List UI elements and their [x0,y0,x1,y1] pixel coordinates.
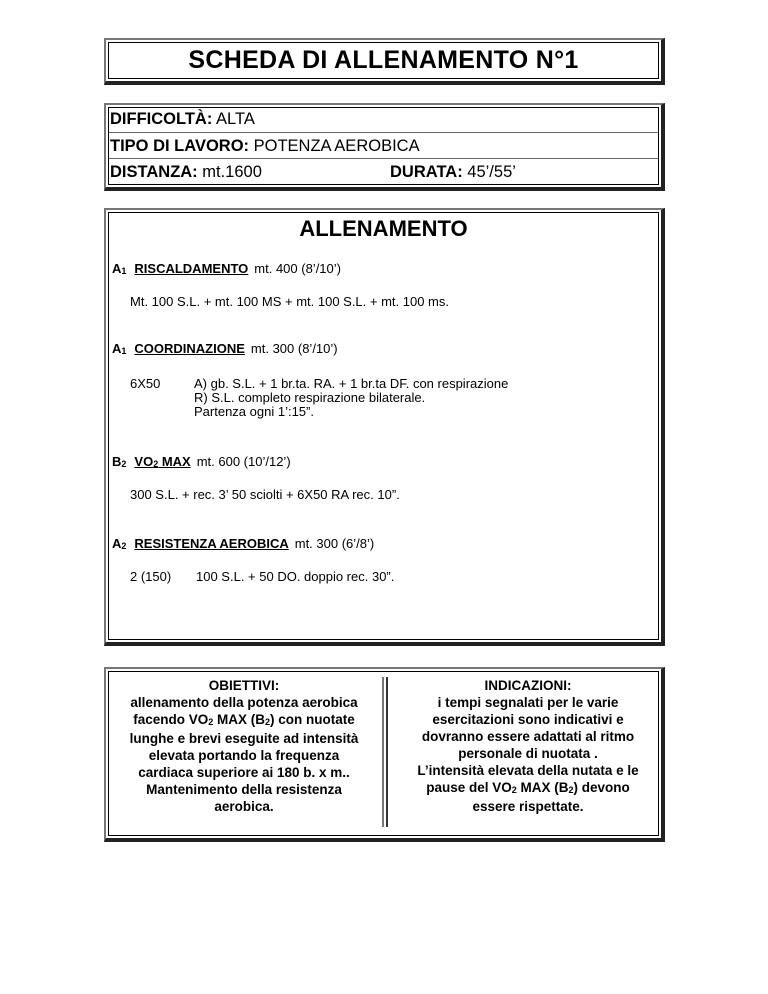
section-riscaldamento [112,261,341,276]
indicazioni-title: INDICAZIONI: [484,678,572,693]
page-title: SCHEDA DI ALLENAMENTO N°1 [188,46,579,74]
section-name: COORDINAZIONE [134,341,245,356]
section-coordinazione [112,341,338,356]
section-detail: mt. 300 (8’/10’) [250,341,338,356]
info-box [104,103,665,191]
difficolta-value: ALTA [212,110,255,128]
section-detail: mt. 600 (10’/12’) [196,454,291,469]
section-name: $VO_2$ MAX [134,454,191,469]
obiettivi-text: allenamento della potenza aerobica facendo $VO_2$ MAX $(B_2)$ con nuotate lunghe e brevi eseguite ad intensità elevata portando la frequenza cardiaca superiore ai 180 b. x m.. Mantenimento della resistenza aerobica. [129,695,359,814]
section-line: R) S.L. completo respirazione bilaterale. [194,390,426,405]
section-prefix: 6X50 [130,376,161,391]
indicazioni-column [394,677,662,827]
section-resistenza-aerobica [112,536,374,551]
indicazioni-text: i tempi segnalati per le varie esercitazioni sono indicativi e dovranno essere adattati al ritmo personale di nuotata . L’intensità elevata della nutata e le pause del $VO_2$ MAX $(B_2)$ devono essere rispettate. [417,695,639,814]
durata-field [390,162,516,182]
obiettivi-column [110,677,378,827]
allenamento-title: ALLENAMENTO [299,216,468,241]
section-line: 100 S.L. + 50 DO. doppio rec. 30”. [196,569,395,584]
section-code: $A_1$ [112,261,127,276]
durata-label: DURATA: [390,163,463,181]
distanza-row [110,162,657,182]
section-detail: mt. 300 (6’/8’) [294,536,375,551]
section-line: Partenza ogni 1’:15”. [194,404,314,419]
difficolta-label: DIFFICOLTÀ: [110,110,213,128]
divider [109,158,658,159]
section-code: $A_2$ [112,536,127,551]
section-vo2max [112,454,291,469]
section-detail: mt. 400 (8’/10’) [254,261,341,276]
distanza-value: mt.1600 [197,163,262,181]
section-code: $B_2$ [112,454,127,469]
section-line: Mt. 100 S.L. + mt. 100 MS + mt. 100 S.L. + mt. 100 ms. [130,294,450,309]
notes-box [104,667,665,842]
column-divider [382,677,388,827]
difficolta-row [110,109,657,129]
distanza-label: DISTANZA: [110,163,198,181]
tipo-value: POTENZA AEROBICA [249,137,420,155]
tipo-row [110,136,657,156]
section-code: $A_1$ [112,341,127,356]
durata-value: 45’/55’ [462,163,516,181]
section-line: A) gb. S.L. + 1 br.ta. RA. + 1 br.ta DF. con respirazione [194,376,509,391]
section-name: RISCALDAMENTO [134,261,249,276]
allenamento-box [104,208,665,646]
section-name: RESISTENZA AEROBICA [134,536,289,551]
tipo-label: TIPO DI LAVORO: [110,137,250,155]
obiettivi-title: OBIETTIVI: [208,678,280,693]
divider [109,132,658,133]
title-box [104,38,665,85]
section-prefix: 2 (150) [130,569,172,584]
section-line: 300 S.L. + rec. 3’ 50 sciolti + 6X50 RA rec. 10”. [130,487,400,502]
